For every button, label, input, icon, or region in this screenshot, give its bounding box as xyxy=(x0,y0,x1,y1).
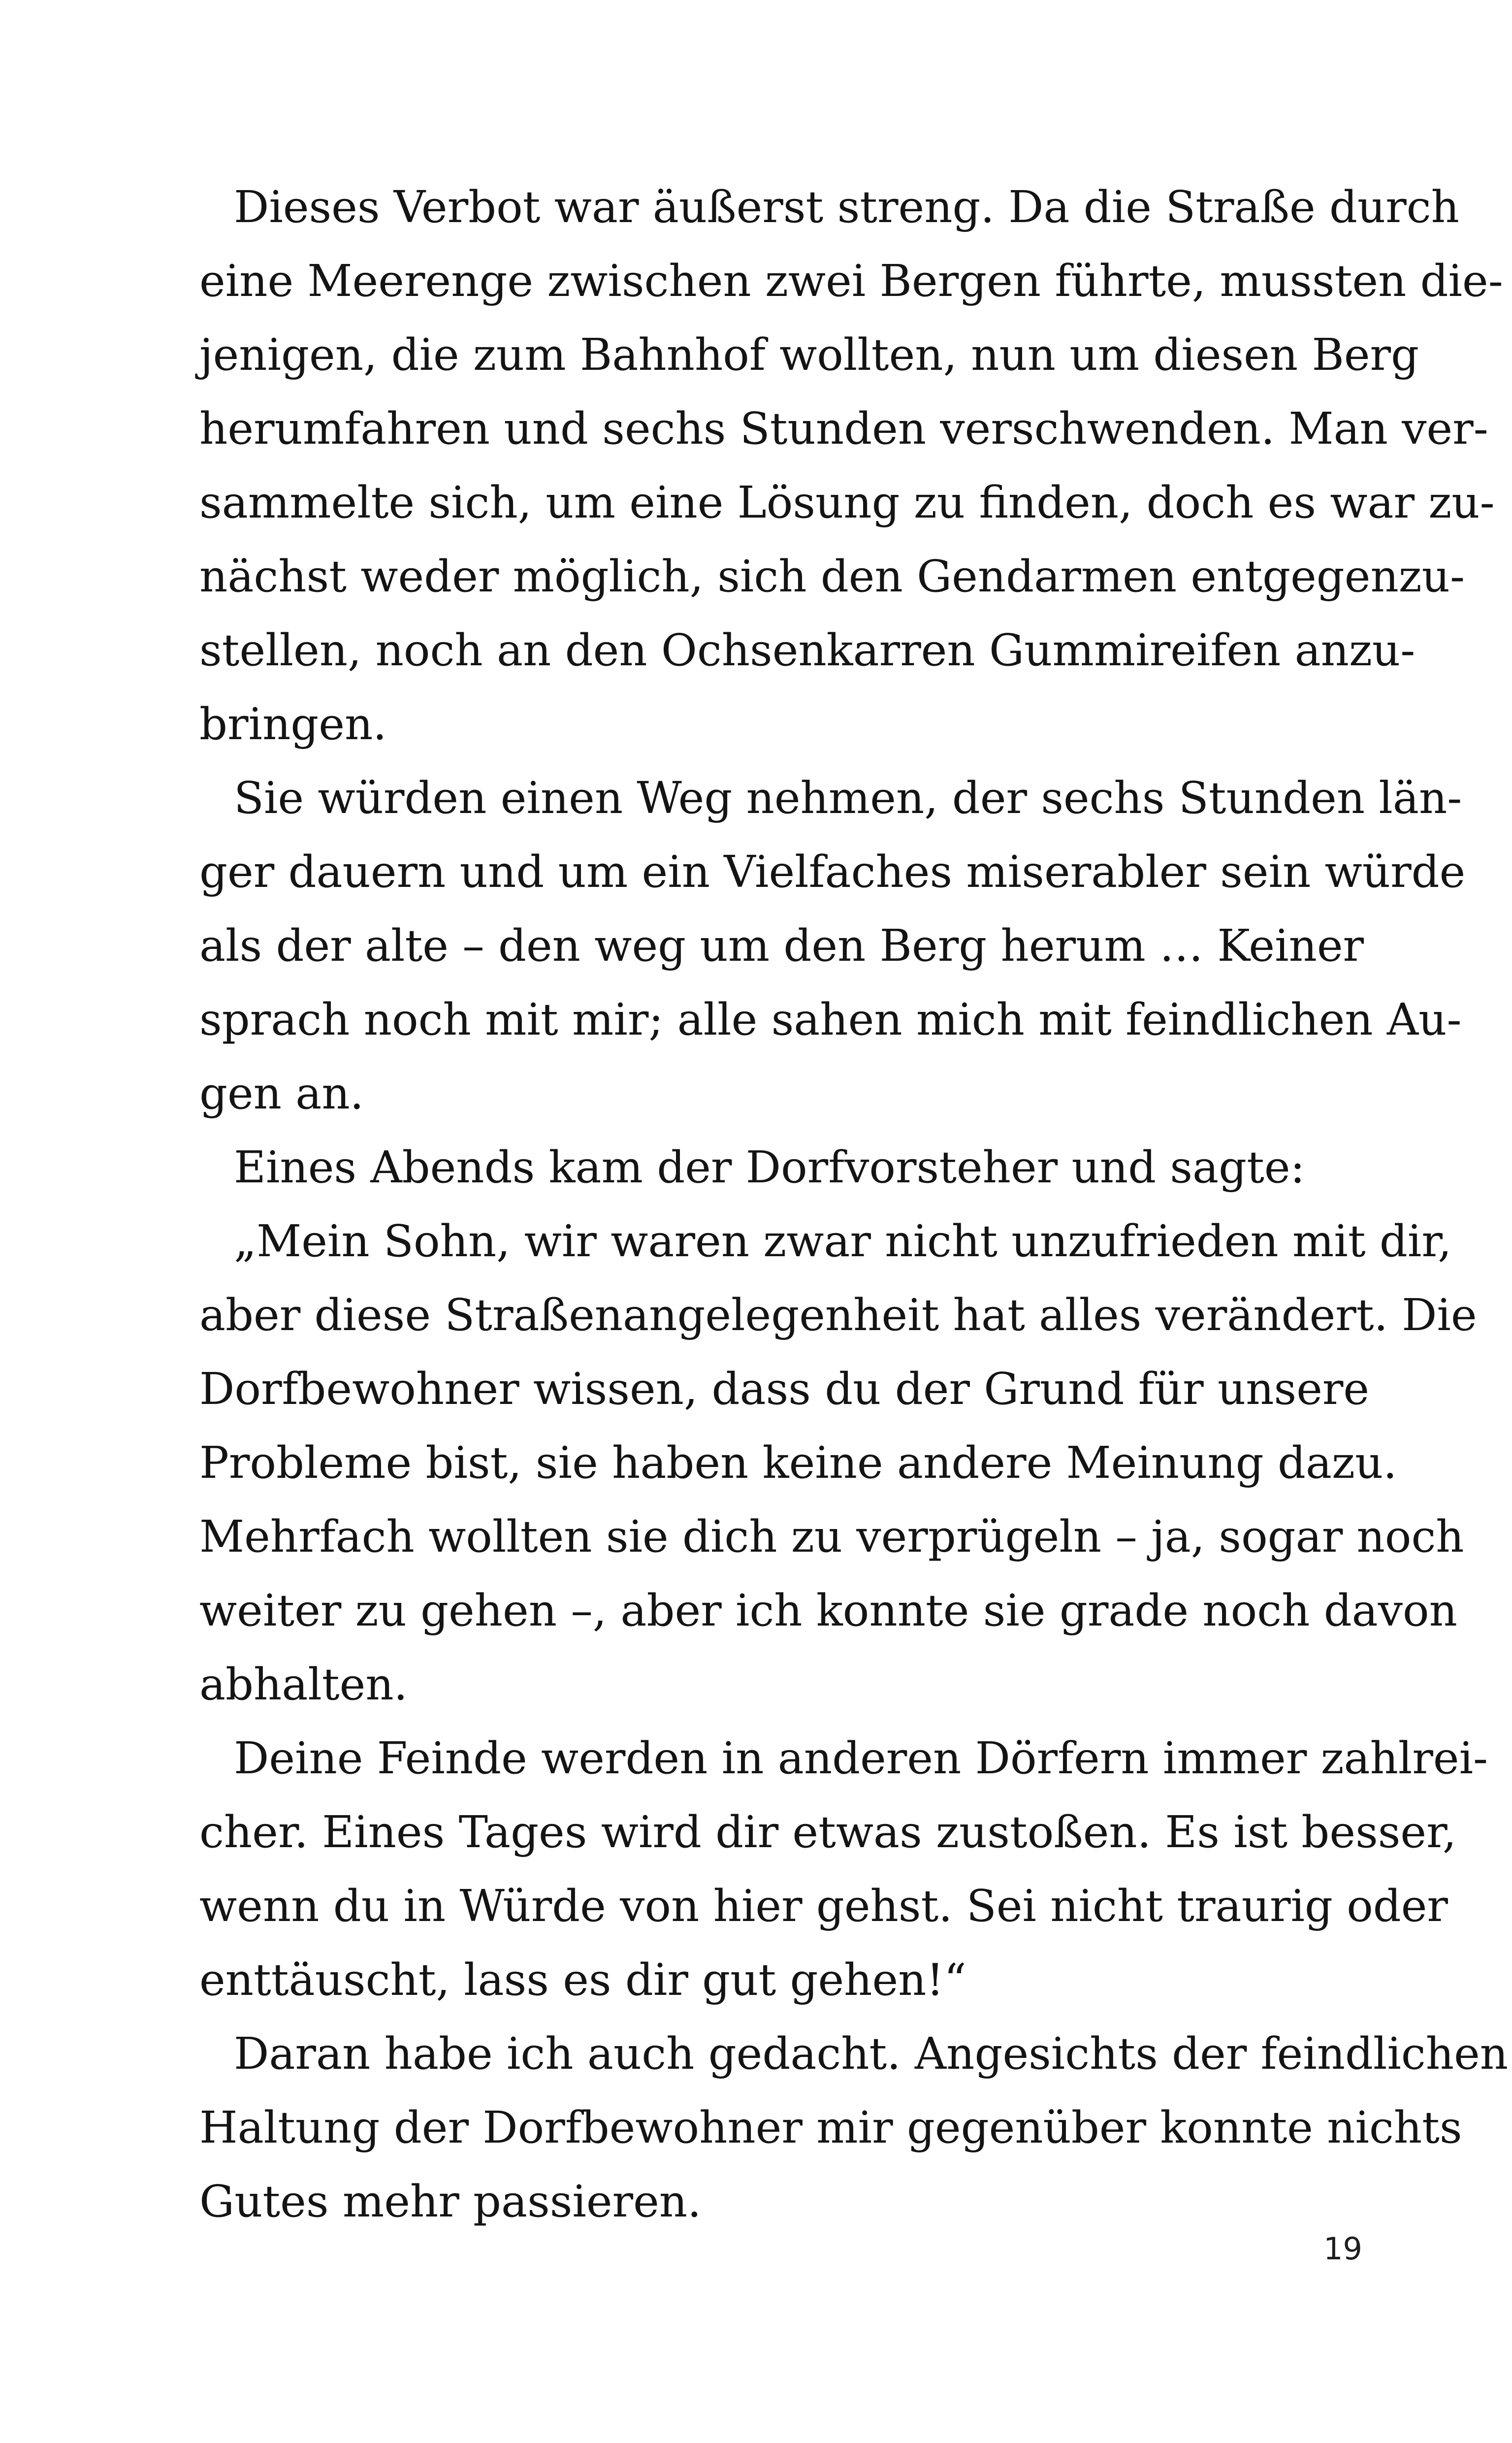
text-line: weiter zu gehen –, aber ich konnte sie grade noch davon xyxy=(199,1585,1457,1636)
text-line: Dorfbewohner wissen, dass du der Grund für unsere xyxy=(199,1363,1370,1414)
text-line: Probleme bist, sie haben keine andere Meinung dazu. xyxy=(199,1437,1397,1488)
text-line: aber diese Straßenangelegenheit hat alles verändert. Die xyxy=(199,1289,1477,1340)
text-line: herumfahren und sechs Stunden verschwenden. Man ver- xyxy=(199,403,1488,454)
text-line: Mehrfach wollten sie dich zu verprügeln – ja, sogar noch xyxy=(199,1511,1464,1562)
text-line: sprach noch mit mir; alle sahen mich mit feindlichen Au- xyxy=(199,994,1462,1045)
page-number: 19 xyxy=(1323,2231,1362,2267)
text-line: Gutes mehr passieren. xyxy=(199,2176,702,2227)
text-line: gen an. xyxy=(199,1068,364,1119)
text-line: wenn du in Würde von hier gehst. Sei nicht traurig oder xyxy=(199,1880,1448,1931)
text-line: Haltung der Dorfbewohner mir gegenüber konnte nichts xyxy=(199,2102,1462,2153)
text-line: ger dauern und um ein Vielfaches miserabler sein würde xyxy=(199,846,1466,897)
text-line: „Mein Sohn, wir waren zwar nicht unzufrieden mit dir, xyxy=(234,1215,1452,1267)
text-line: enttäuscht, lass es dir gut gehen!“ xyxy=(199,1954,966,2005)
text-line: Daran habe ich auch gedacht. Angesichts der feindlichen xyxy=(234,2028,1509,2079)
text-line: bringen. xyxy=(199,698,387,749)
text-line: Sie würden einen Weg nehmen, der sechs Stunden län- xyxy=(234,772,1462,823)
text-line: nächst weder möglich, sich den Gendarmen entgegenzu- xyxy=(199,551,1465,602)
body-text xyxy=(199,170,1509,2238)
text-line: als der alte – den weg um den Berg herum … Keiner xyxy=(199,920,1364,971)
text-line: cher. Eines Tages wird dir etwas zustoßen. Es ist besser, xyxy=(199,1806,1457,1857)
text-line: eine Meerenge zwischen zwei Bergen führte, mussten die- xyxy=(199,255,1503,306)
text-line: stellen, noch an den Ochsenkarren Gummireifen anzu- xyxy=(199,624,1415,676)
text-line: abhalten. xyxy=(199,1659,408,1710)
text-line: Eines Abends kam der Dorfvorsteher und sagte: xyxy=(234,1141,1305,1193)
text-line: jenigen, die zum Bahnhof wollten, nun um diesen Berg xyxy=(199,329,1419,380)
text-line: sammelte sich, um eine Lösung zu finden, doch es war zu- xyxy=(199,477,1495,528)
text-line: Deine Feinde werden in anderen Dörfern immer zahlrei- xyxy=(234,1732,1488,1784)
text-line: Dieses Verbot war äußerst streng. Da die Straße durch xyxy=(234,181,1459,232)
